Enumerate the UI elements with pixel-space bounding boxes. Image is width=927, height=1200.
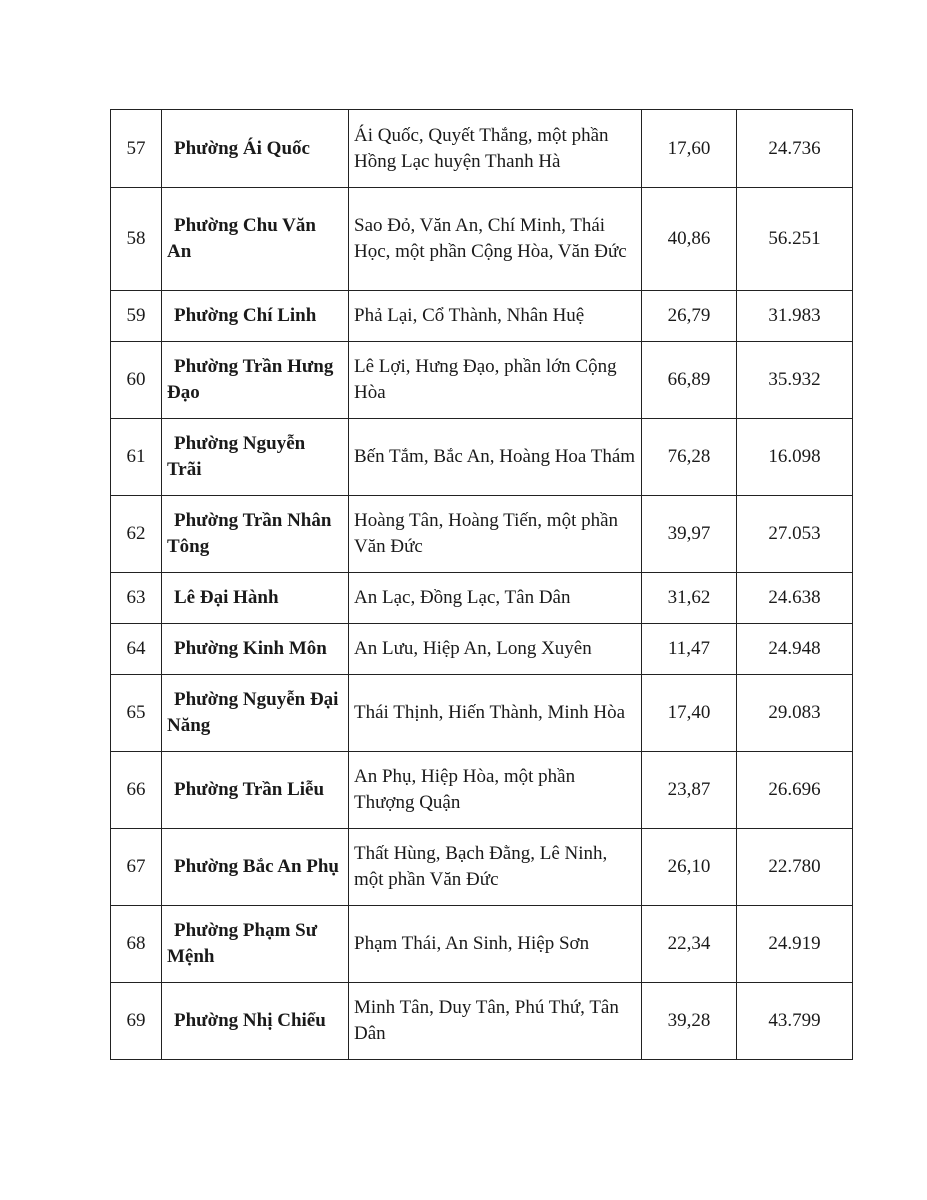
population-value: 22.780 bbox=[737, 829, 853, 906]
area-value: 39,28 bbox=[642, 983, 737, 1060]
row-number: 65 bbox=[111, 675, 162, 752]
ward-name: Phường Nguyễn Trãi bbox=[162, 419, 349, 496]
area-value: 17,60 bbox=[642, 110, 737, 188]
table-row bbox=[111, 906, 853, 983]
row-number: 57 bbox=[111, 110, 162, 188]
merged-units: Thái Thịnh, Hiến Thành, Minh Hòa bbox=[349, 675, 642, 752]
population-value: 31.983 bbox=[737, 291, 853, 342]
row-number: 62 bbox=[111, 496, 162, 573]
ward-name: Phường Chí Linh bbox=[162, 291, 349, 342]
ward-name: Phường Trần Liễu bbox=[162, 752, 349, 829]
row-number: 58 bbox=[111, 188, 162, 291]
merged-units: Lê Lợi, Hưng Đạo, phần lớn Cộng Hòa bbox=[349, 342, 642, 419]
table-row bbox=[111, 752, 853, 829]
area-value: 23,87 bbox=[642, 752, 737, 829]
row-number: 69 bbox=[111, 983, 162, 1060]
population-value: 27.053 bbox=[737, 496, 853, 573]
population-value: 24.919 bbox=[737, 906, 853, 983]
area-value: 39,97 bbox=[642, 496, 737, 573]
population-value: 24.736 bbox=[737, 110, 853, 188]
population-value: 24.638 bbox=[737, 573, 853, 624]
merged-units: Minh Tân, Duy Tân, Phú Thứ, Tân Dân bbox=[349, 983, 642, 1060]
merged-units: Sao Đỏ, Văn An, Chí Minh, Thái Học, một phần Cộng Hòa, Văn Đức bbox=[349, 188, 642, 291]
table-row bbox=[111, 573, 853, 624]
population-value: 43.799 bbox=[737, 983, 853, 1060]
area-value: 76,28 bbox=[642, 419, 737, 496]
ward-name: Phường Nhị Chiểu bbox=[162, 983, 349, 1060]
row-number: 61 bbox=[111, 419, 162, 496]
population-value: 16.098 bbox=[737, 419, 853, 496]
table-row bbox=[111, 829, 853, 906]
ward-name: Phường Bắc An Phụ bbox=[162, 829, 349, 906]
ward-name: Phường Trần Hưng Đạo bbox=[162, 342, 349, 419]
merged-units: Hoàng Tân, Hoàng Tiến, một phần Văn Đức bbox=[349, 496, 642, 573]
merged-units: Thất Hùng, Bạch Đằng, Lê Ninh, một phần Văn Đức bbox=[349, 829, 642, 906]
area-value: 40,86 bbox=[642, 188, 737, 291]
merged-units: An Phụ, Hiệp Hòa, một phần Thượng Quận bbox=[349, 752, 642, 829]
area-value: 11,47 bbox=[642, 624, 737, 675]
area-value: 66,89 bbox=[642, 342, 737, 419]
area-value: 26,79 bbox=[642, 291, 737, 342]
merged-units: Phả Lại, Cổ Thành, Nhân Huệ bbox=[349, 291, 642, 342]
table-row bbox=[111, 496, 853, 573]
row-number: 60 bbox=[111, 342, 162, 419]
row-number: 64 bbox=[111, 624, 162, 675]
table-row bbox=[111, 624, 853, 675]
table-row bbox=[111, 419, 853, 496]
row-number: 67 bbox=[111, 829, 162, 906]
ward-name: Phường Trần Nhân Tông bbox=[162, 496, 349, 573]
population-value: 26.696 bbox=[737, 752, 853, 829]
row-number: 68 bbox=[111, 906, 162, 983]
row-number: 66 bbox=[111, 752, 162, 829]
ward-table bbox=[110, 109, 853, 1060]
ward-name: Phường Kinh Môn bbox=[162, 624, 349, 675]
population-value: 29.083 bbox=[737, 675, 853, 752]
ward-name: Phường Ái Quốc bbox=[162, 110, 349, 188]
population-value: 56.251 bbox=[737, 188, 853, 291]
ward-name: Lê Đại Hành bbox=[162, 573, 349, 624]
area-value: 17,40 bbox=[642, 675, 737, 752]
merged-units: Bến Tắm, Bắc An, Hoàng Hoa Thám bbox=[349, 419, 642, 496]
table-row bbox=[111, 291, 853, 342]
ward-name: Phường Phạm Sư Mệnh bbox=[162, 906, 349, 983]
merged-units: Phạm Thái, An Sinh, Hiệp Sơn bbox=[349, 906, 642, 983]
table-row bbox=[111, 983, 853, 1060]
row-number: 59 bbox=[111, 291, 162, 342]
merged-units: An Lưu, Hiệp An, Long Xuyên bbox=[349, 624, 642, 675]
population-value: 24.948 bbox=[737, 624, 853, 675]
ward-name: Phường Chu Văn An bbox=[162, 188, 349, 291]
population-value: 35.932 bbox=[737, 342, 853, 419]
table-row bbox=[111, 675, 853, 752]
table-row bbox=[111, 188, 853, 291]
area-value: 22,34 bbox=[642, 906, 737, 983]
table-row bbox=[111, 342, 853, 419]
ward-name: Phường Nguyễn Đại Năng bbox=[162, 675, 349, 752]
table-row bbox=[111, 110, 853, 188]
row-number: 63 bbox=[111, 573, 162, 624]
merged-units: Ái Quốc, Quyết Thắng, một phần Hồng Lạc huyện Thanh Hà bbox=[349, 110, 642, 188]
merged-units: An Lạc, Đồng Lạc, Tân Dân bbox=[349, 573, 642, 624]
area-value: 26,10 bbox=[642, 829, 737, 906]
area-value: 31,62 bbox=[642, 573, 737, 624]
